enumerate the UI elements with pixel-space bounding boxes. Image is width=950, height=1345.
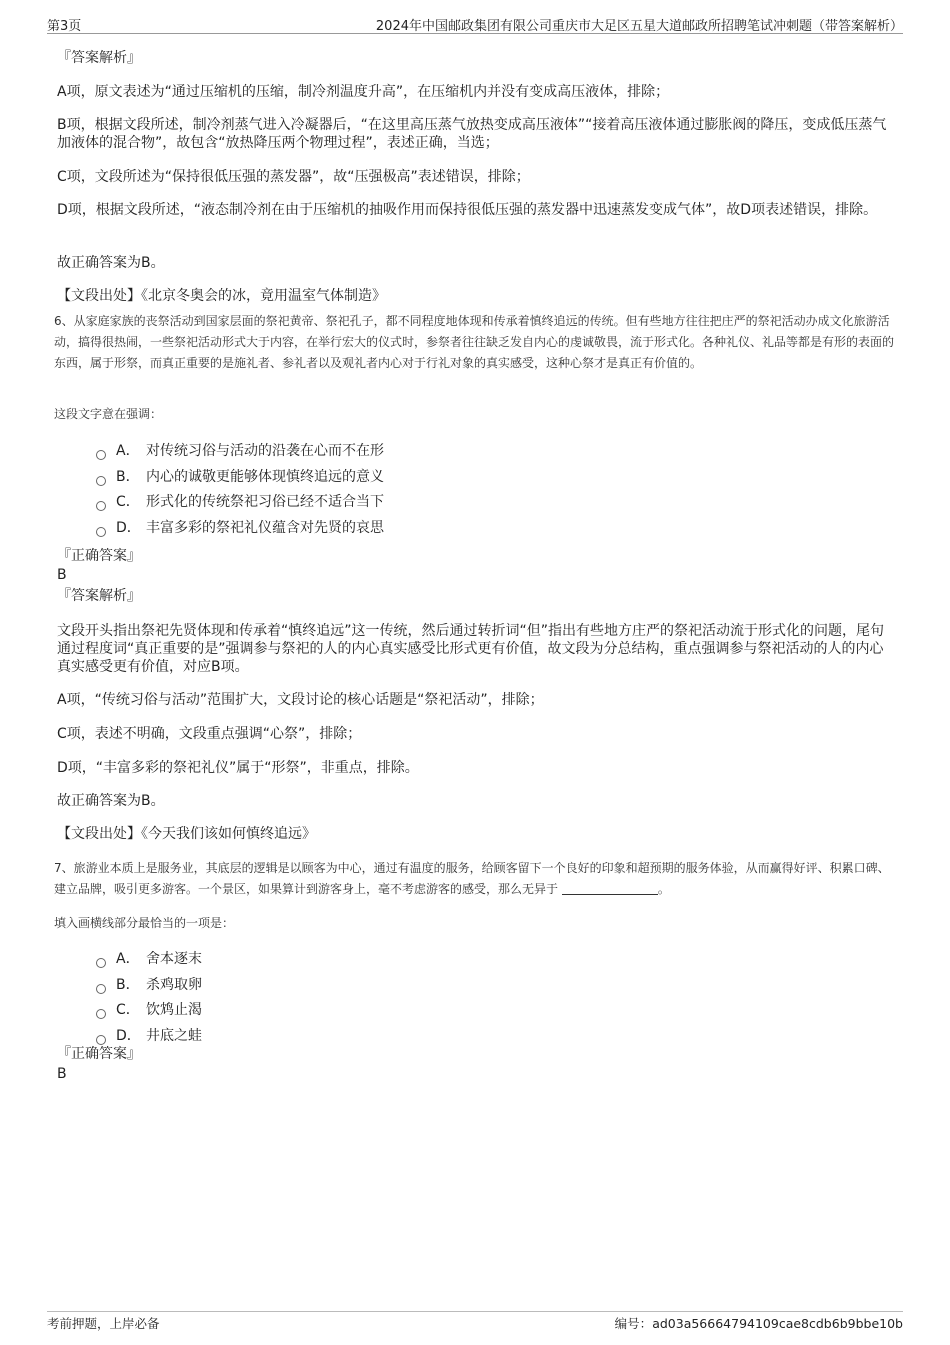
option-text: 形式化的传统祭祀习俗已经不适合当下 [146,494,384,510]
option-letter: D． [116,520,141,536]
q7-stem-text: 7、旅游业本质上是服务业，其底层的逻辑是以顾客为中心，通过有温度的服务，给顾客留下一个良好的印象和超预期的服务体验，从而赢得好评、积累口碑、建立品牌，吸引更多游客。一个景区，如果算计到游客身上，毫不考虑游客的感受，那么无异于 [54,861,890,896]
q6-answer-label: 『正确答案』 [57,548,141,564]
q6-source-label: 【文段出处】 [57,826,141,842]
q5-analysis-b: B项，根据文段所述，制冷剂蒸气进入冷凝器后，“在这里高压蒸气放热变成高压液体”“接着高压液体通过膨胀阀的降压，变成低压蒸气加液体的混合物”，故包含“放热降压两个物理过程”，表述正确，当选； [57,117,887,151]
q6-analysis-a: A项，“传统习俗与活动”范围扩大，文段讨论的核心话题是“祭祀活动”，排除； [57,692,544,708]
q7-prompt: 填入画横线部分最恰当的一项是： [54,916,235,930]
q6-stem: 6、从家庭家族的丧祭活动到国家层面的祭祀黄帝、祭祀孔子，都不同程度地体现和传承着慎终追远的传统。但有些地方往往把庄严的祭祀活动办成文化旅游活动，搞得很热闹，一些祭祀活动形式大于内容，在举行宏大的仪式时，参祭者往往缺乏发自内心的虔诚敬畏，流于形式化。各种礼仪、礼品等都是有形的表面的东西，属于形祭，而真正重要的是施礼者、参礼者以及观礼者内心对于行礼对象的真实感受，这种心祭才是真正有价值的。 [54,314,895,370]
option-text: 饮鸩止渴 [146,1002,202,1018]
radio-icon[interactable] [96,476,106,486]
radio-icon[interactable] [96,1035,106,1045]
q7-answer: B [57,1066,67,1082]
option-letter: A． [116,443,140,459]
footer-code-value: ad03a56664794109cae8cdb6b9bbe10b [652,1316,903,1331]
option-text: 对传统习俗与活动的沿袭在心而不在形 [146,443,384,459]
q6-prompt: 这段文字意在强调： [54,407,163,421]
q6-conclusion: 故正确答案为B。 [57,793,165,809]
q6-analysis-c: C项，表述不明确，文段重点强调“心祭”，排除； [57,726,362,742]
option-letter: B． [116,977,140,993]
option-text: 内心的诚敬更能够体现慎终追远的意义 [146,469,384,485]
q7-option-a[interactable] [96,950,202,968]
radio-icon[interactable] [96,1009,106,1019]
q6-answer: B [57,567,67,583]
q5-source-label: 【文段出处】 [57,288,141,304]
option-letter: C． [116,1002,140,1018]
option-text: 杀鸡取卵 [146,977,202,993]
q7-stem [54,858,899,900]
radio-icon[interactable] [96,501,106,511]
fill-blank [562,882,658,895]
q7-stem-end: 。 [657,882,670,896]
footer-divider [47,1311,903,1312]
q6-source [57,825,892,843]
footer-slogan: 考前押题，上岸必备 [47,1316,160,1331]
q5-source-title: 《北京冬奥会的冰，竟用温室气体制造》 [141,288,386,304]
option-text: 丰富多彩的祭祀礼仪蕴含对先贤的哀思 [146,520,384,536]
footer-code-label: 编号： [614,1316,653,1331]
q6-option-b[interactable] [96,468,384,486]
q6-analysis-main: 文段开头指出祭祀先贤体现和传承着“慎终追远”这一传统，然后通过转折词“但”指出有些地方庄严的祭祀活动流于形式化的问题，尾句通过程度词“真正重要的是”强调参与祭祀的人的内心真实感受比形式更有价值，故文段为分总结构，重点强调参与祭祀活动的人的内心真实感受更有价值，对应B项。 [57,623,885,675]
q5-analysis-c: C项，文段所述为“保持很低压强的蒸发器”，故“压强极高”表述错误，排除； [57,169,530,185]
q7-answer-label: 『正确答案』 [57,1046,141,1062]
q5-analysis-d: D项，根据文段所述，“液态制冷剂在由于压缩机的抽吸作用而保持很低压强的蒸发器中迅速蒸发变成气体”，故D项表述错误，排除。 [57,202,878,218]
q5-source [57,287,892,305]
radio-icon[interactable] [96,527,106,537]
q6-option-c[interactable] [96,493,384,511]
option-letter: C． [116,494,140,510]
option-letter: A． [116,951,140,967]
document-title: 2024年中国邮政集团有限公司重庆市大足区五星大道邮政所招聘笔试冲刺题（带答案解析） [375,19,903,34]
option-text: 井底之蛙 [146,1028,202,1044]
option-text: 舍本逐末 [146,951,202,967]
q6-analysis-label: 『答案解析』 [57,588,141,604]
header-divider [47,33,903,34]
q6-option-a[interactable] [96,442,384,460]
q5-analysis-label: 『答案解析』 [57,50,141,66]
q5-analysis-a: A项，原文表述为“通过压缩机的压缩，制冷剂温度升高”，在压缩机内并没有变成高压液体，排除； [57,84,670,100]
q6-analysis-d: D项，“丰富多彩的祭祀礼仪”属于“形祭”，非重点，排除。 [57,760,419,776]
radio-icon[interactable] [96,450,106,460]
q7-option-c[interactable] [96,1001,202,1019]
option-letter: B． [116,469,140,485]
radio-icon[interactable] [96,984,106,994]
footer-code [615,1314,903,1332]
q5-conclusion: 故正确答案为B。 [57,255,165,271]
q7-option-b[interactable] [96,976,202,994]
radio-icon[interactable] [96,958,106,968]
q7-option-d[interactable] [96,1027,202,1045]
q6-source-title: 《今天我们该如何慎终追远》 [141,826,316,842]
q6-option-d[interactable] [96,519,384,537]
option-letter: D． [116,1028,141,1044]
page-number: 第3页 [47,19,82,34]
